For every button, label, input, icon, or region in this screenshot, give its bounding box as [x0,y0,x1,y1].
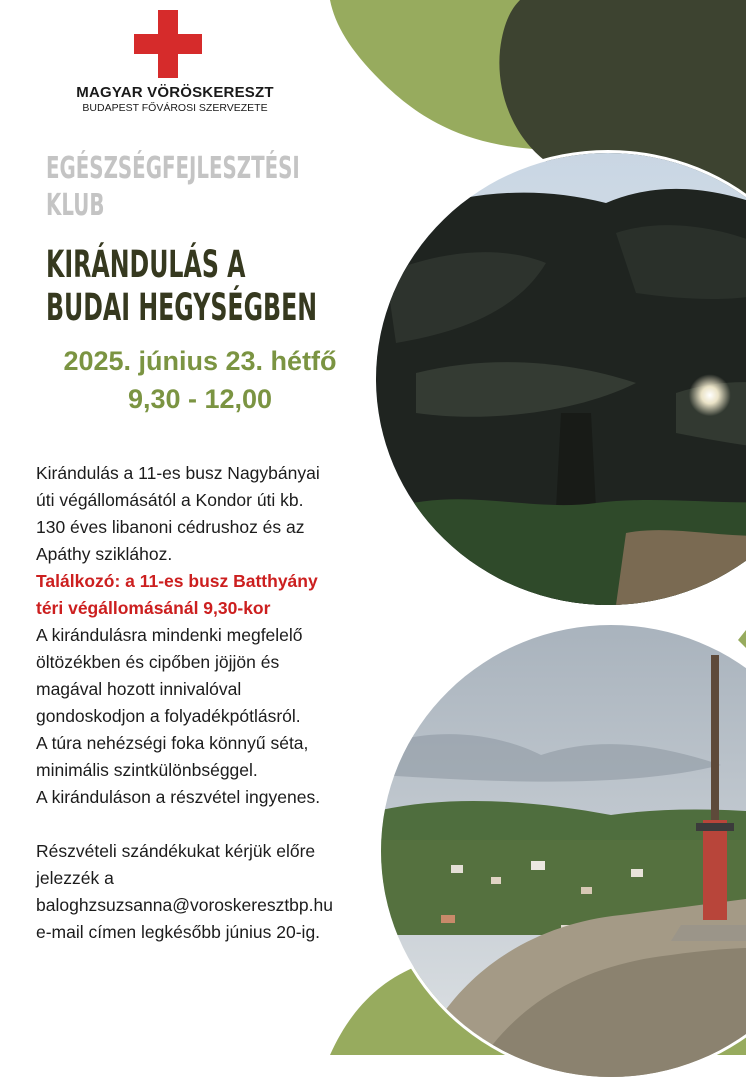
registration-line: e-mail címen legkésőbb június 20-ig. [36,922,321,942]
event-date: 2025. június 23. hétfő [63,346,337,376]
event-title-line-1: KIRÁNDULÁS A [46,243,246,286]
intro-line: úti végállomásától a Kondor úti kb. [36,490,304,510]
registration-email[interactable]: baloghzsuzsanna@voroskeresztbp.hu [36,895,333,915]
detail-line: A kirándulásra mindenki megfelelő [36,625,303,645]
detail-line: magával hozott innivalóval [36,679,242,699]
detail-line: A kiránduláson a részvétel ingyenes. [36,787,321,807]
intro-line: 130 éves libanoni cédrushoz és az [36,517,305,537]
detail-line: öltözékben és cipőben jöjjön és [36,652,280,672]
event-description [36,460,386,946]
org-subtitle: BUDAPEST FŐVÁROSI SZERVEZETE [82,102,268,114]
detail-line: minimális szintkülönbséggel. [36,760,258,780]
registration-line: Részvételi szándékukat kérjük előre [36,841,316,861]
org-name: MAGYAR VÖRÖSKERESZT [76,84,274,101]
detail-line: gondoskodjon a folyadékpótlásról. [36,706,301,726]
intro-line: Apáthy sziklához. [36,544,173,564]
detail-line: A túra nehézségi foka könnyű séta, [36,733,309,753]
registration-line: jelezzék a [36,868,114,888]
event-title-line-2: BUDAI HEGYSÉGBEN [46,286,318,329]
spacer [36,811,386,838]
meeting-point-line: téri végállomásánál 9,30-kor [36,598,271,618]
intro-line: Kirándulás a 11-es busz Nagybányai [36,463,320,483]
meeting-point-line: Találkozó: a 11-es busz Batthyány [36,571,318,591]
club-heading [46,150,300,224]
green-blob-right-mid [738,630,746,648]
red-cross-logo [134,10,202,78]
club-line-2: KLUB [46,188,105,223]
event-title [46,243,318,329]
club-line-1: EGÉSZSÉGFEJLESZTÉSI [46,151,300,186]
event-time: 9,30 - 12,00 [127,384,273,414]
